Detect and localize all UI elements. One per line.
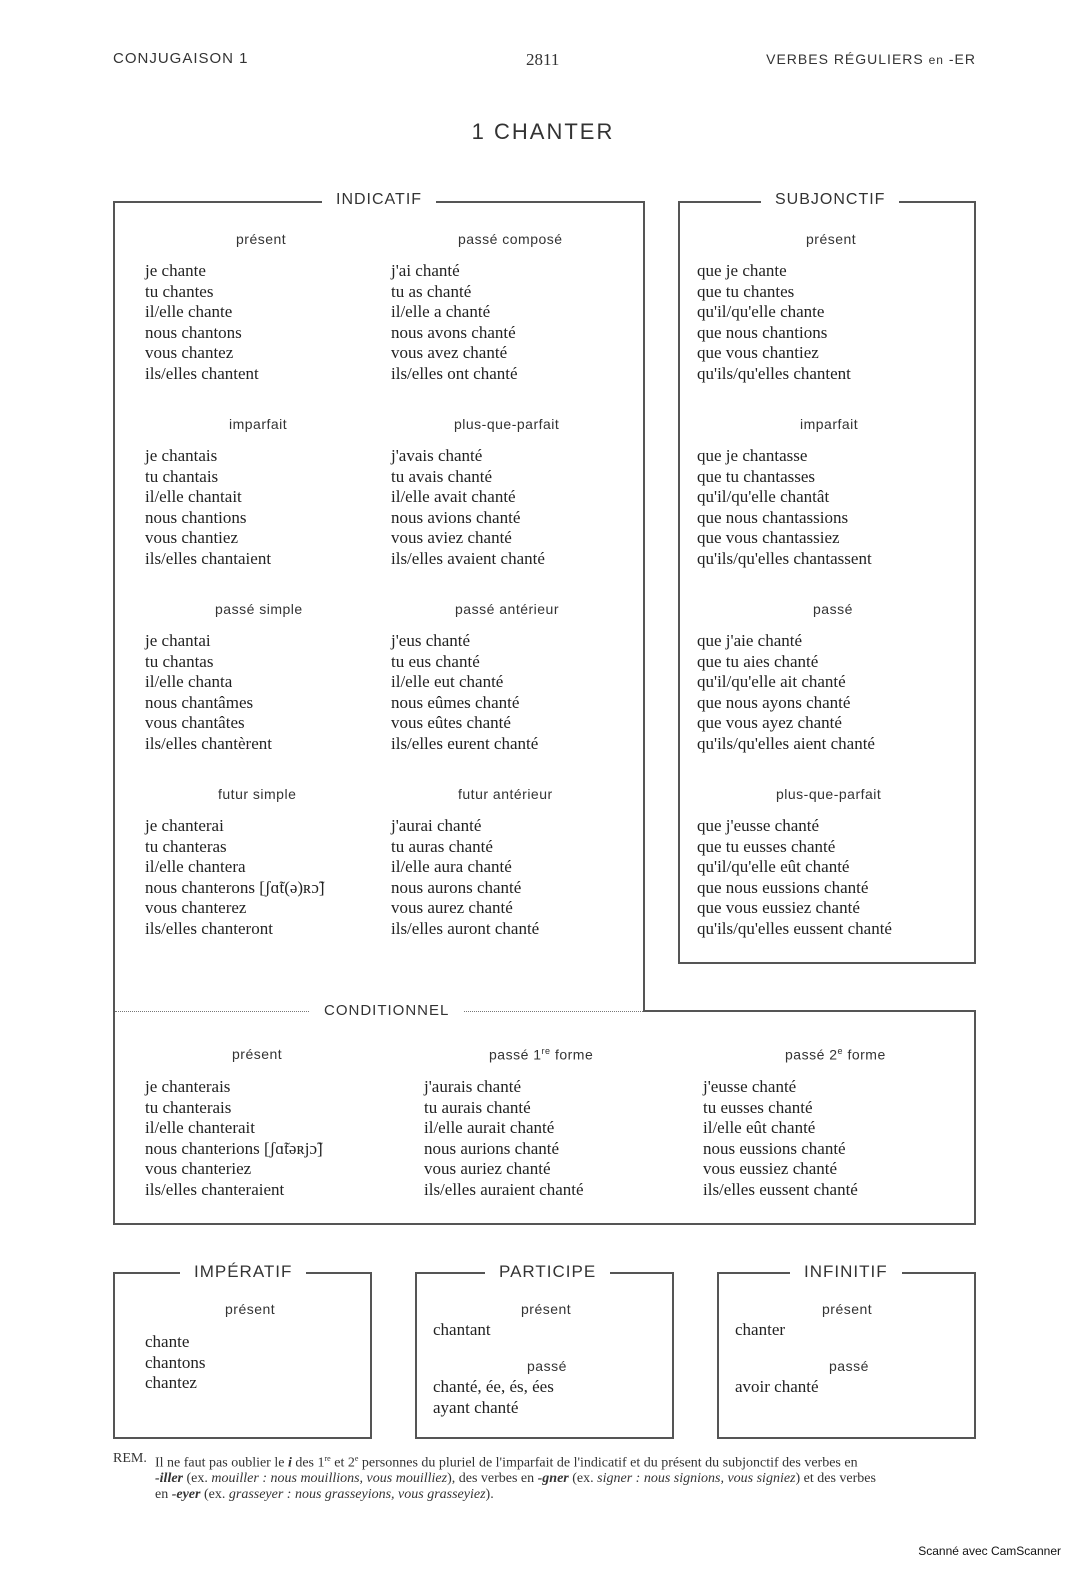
rem-italic-part: grasseyer : nous grasseyions, vous grasseyiez xyxy=(228,1486,486,1502)
imperatif-left-border xyxy=(113,1272,115,1438)
form: ils/elles ont chanté xyxy=(391,363,518,383)
label-sup: re xyxy=(541,1046,551,1056)
rem-text-part: et 2 xyxy=(330,1455,355,1471)
form: nous eussions chanté xyxy=(703,1138,846,1158)
form: vous chantiez xyxy=(145,528,238,547)
form: je chantai xyxy=(145,631,211,650)
form: tu chantais xyxy=(145,466,219,486)
form: il/elle chanterait xyxy=(145,1118,255,1137)
form: j'ai chanté xyxy=(391,261,460,280)
form: que vous chantiez xyxy=(697,343,819,362)
subjonctif-plus-que-parfait-forms xyxy=(697,816,892,939)
rem-bold-part: -gner xyxy=(537,1471,569,1487)
indicatif-present-forms xyxy=(145,261,259,384)
form: chanter xyxy=(735,1320,786,1339)
subjonctif-title: SUBJONCTIF xyxy=(761,191,899,209)
form: j'avais chanté xyxy=(391,446,483,465)
indicatif-futur-simple-label: futur simple xyxy=(218,786,297,802)
indicatif-passe-simple-label: passé simple xyxy=(215,601,303,617)
form: nous eûmes chanté xyxy=(391,692,520,712)
imperatif-bottom-border xyxy=(113,1437,372,1439)
header-left: CONJUGAISON 1 xyxy=(113,50,249,67)
form: que vous ayez chanté xyxy=(697,713,842,732)
conditionnel-passe2-forms xyxy=(703,1077,858,1200)
conditionnel-passe2-label xyxy=(785,1046,886,1063)
label-main: passé 2 xyxy=(785,1046,838,1063)
label-sup: e xyxy=(837,1046,844,1056)
indicatif-imparfait-forms xyxy=(145,446,271,569)
rem-line-2 xyxy=(155,1471,980,1487)
form: qu'il/qu'elle eût chanté xyxy=(697,857,850,876)
form: chantez xyxy=(145,1373,197,1392)
form: ayant chanté xyxy=(433,1397,519,1417)
form: ils/elles chantaient xyxy=(145,548,272,568)
conditionnel-top-border xyxy=(643,1010,976,1012)
infinitif-title: INFINITIF xyxy=(790,1262,902,1282)
form: qu'ils/qu'elles chantassent xyxy=(697,548,872,568)
form: qu'il/qu'elle ait chanté xyxy=(697,672,846,691)
form: que nous eussions chanté xyxy=(697,877,869,897)
form: il/elle a chanté xyxy=(391,302,491,321)
label-end: forme xyxy=(550,1046,594,1063)
form: je chanterais xyxy=(145,1077,231,1096)
form: tu as chanté xyxy=(391,281,472,301)
imperatif-present-forms xyxy=(145,1332,205,1394)
form: chante xyxy=(145,1332,190,1351)
conditionnel-title: CONDITIONNEL xyxy=(310,1002,463,1019)
rem-text-part: ), des verbes en xyxy=(447,1471,538,1487)
label-main: passé 1 xyxy=(489,1046,542,1063)
form: qu'il/qu'elle chante xyxy=(697,302,825,321)
form: chantons xyxy=(145,1352,206,1372)
header-right-suffix: -ER xyxy=(948,51,976,67)
infinitif-present-forms xyxy=(735,1320,785,1341)
form: vous chanteriez xyxy=(145,1159,252,1178)
form: il/elle avait chanté xyxy=(391,487,516,506)
form: nous aurons chanté xyxy=(391,877,522,897)
form: vous aviez chanté xyxy=(391,528,512,547)
form: nous chantâmes xyxy=(145,692,254,712)
form: avoir chanté xyxy=(735,1377,819,1396)
conditionnel-present-forms xyxy=(145,1077,323,1200)
rem-line-3 xyxy=(155,1487,980,1503)
page-title: 1 CHANTER xyxy=(471,119,615,144)
form: que tu chantes xyxy=(697,281,795,301)
form: nous chanterons [ʃɑ̃t(ə)ʀɔ̃] xyxy=(145,877,325,897)
subjonctif-present-label: présent xyxy=(806,231,857,247)
form: il/elle eut chanté xyxy=(391,672,504,691)
label-end: forme xyxy=(843,1046,886,1063)
scanner-watermark: Scanné avec CamScanner xyxy=(918,1544,1061,1558)
form: tu avais chanté xyxy=(391,466,493,486)
participe-bottom-border xyxy=(415,1437,674,1439)
form: nous chantons xyxy=(145,322,242,342)
form: tu chanterais xyxy=(145,1097,232,1117)
infinitif-passe-label: passé xyxy=(829,1358,869,1374)
participe-right-border xyxy=(672,1272,674,1438)
form: vous chantez xyxy=(145,343,234,362)
infinitif-right-border xyxy=(974,1272,976,1438)
form: il/elle aurait chanté xyxy=(424,1118,555,1137)
form: que tu aies chanté xyxy=(697,651,819,671)
form: que j'aie chanté xyxy=(697,631,803,650)
conditionnel-passe1-forms xyxy=(424,1077,584,1200)
subjonctif-passe-forms xyxy=(697,631,875,754)
form: que vous chantassiez xyxy=(697,528,840,547)
participe-title: PARTICIPE xyxy=(485,1262,610,1282)
form: j'eusse chanté xyxy=(703,1077,797,1096)
infinitif-passe-forms xyxy=(735,1377,819,1398)
conditionnel-bottom-border xyxy=(113,1223,976,1225)
form: je chante xyxy=(145,261,206,280)
rem-bold-part: i xyxy=(287,1455,292,1471)
indicatif-present-label: présent xyxy=(236,231,287,247)
form: qu'il/qu'elle chantât xyxy=(697,487,830,506)
form: j'aurai chanté xyxy=(391,816,482,835)
form: il/elle chantait xyxy=(145,487,242,506)
subjonctif-imparfait-label: imparfait xyxy=(800,416,859,432)
form: que je chante xyxy=(697,261,787,280)
rem-text-part: des 1 xyxy=(291,1455,325,1471)
header-right-en: en xyxy=(928,53,944,67)
indicatif-futur-simple-forms xyxy=(145,816,325,939)
form: vous avez chanté xyxy=(391,343,508,362)
participe-present-label: présent xyxy=(521,1301,572,1317)
form: il/elle eût chanté xyxy=(703,1118,816,1137)
rem-text-part: ) et des verbes xyxy=(795,1471,876,1487)
rem-text-part: ). xyxy=(485,1486,494,1502)
imperatif-right-border xyxy=(370,1272,372,1438)
infinitif-bottom-border xyxy=(717,1437,976,1439)
form: nous avons chanté xyxy=(391,322,516,342)
page-number: 2811 xyxy=(526,50,560,69)
form: ils/elles chantèrent xyxy=(145,733,272,753)
form: ils/elles eussent chanté xyxy=(703,1179,858,1199)
form: chanté, ée, és, ées xyxy=(433,1377,554,1396)
form: que nous chantassions xyxy=(697,507,849,527)
form: que nous ayons chanté xyxy=(697,692,851,712)
indicatif-passe-compose-forms xyxy=(391,261,518,384)
infinitif-present-label: présent xyxy=(822,1301,873,1317)
form: chantant xyxy=(433,1320,491,1339)
indicatif-left-border xyxy=(113,201,115,1011)
form: qu'ils/qu'elles chantent xyxy=(697,363,851,383)
form: ils/elles auraient chanté xyxy=(424,1179,584,1199)
form: nous aurions chanté xyxy=(424,1138,560,1158)
form: que vous eussiez chanté xyxy=(697,898,860,917)
rem-bold-part: -iller xyxy=(155,1471,183,1487)
rem-sup-part: e xyxy=(354,1454,359,1463)
indicatif-passe-anterieur-forms xyxy=(391,631,538,754)
rem-text-part: en xyxy=(155,1486,172,1502)
form: que nous chantions xyxy=(697,322,828,342)
form: vous auriez chanté xyxy=(424,1159,551,1178)
indicatif-passe-compose-label: passé composé xyxy=(458,231,563,247)
header-right xyxy=(766,51,976,67)
rem-text-part: (ex. xyxy=(200,1486,229,1502)
rem-text-part: (ex. xyxy=(183,1471,212,1487)
conditionnel-right-border xyxy=(974,1010,976,1224)
conditionnel-left-border xyxy=(113,1011,115,1224)
subjonctif-bottom-border xyxy=(678,962,976,964)
indicatif-right-border xyxy=(643,201,645,1011)
form: ils/elles auront chanté xyxy=(391,918,540,938)
rem-italic-part: mouiller : nous mouillions, vous mouilliez xyxy=(211,1471,448,1487)
participe-left-border xyxy=(415,1272,417,1438)
rem-text-part: Il ne faut pas oublier le xyxy=(155,1455,288,1471)
indicatif-passe-simple-forms xyxy=(145,631,272,754)
form: nous avions chanté xyxy=(391,507,521,527)
form: qu'ils/qu'elles aient chanté xyxy=(697,733,875,753)
rem-text xyxy=(155,1451,980,1502)
form: vous chantâtes xyxy=(145,713,245,732)
participe-passe-forms xyxy=(433,1377,554,1418)
form: ils/elles chantent xyxy=(145,363,259,383)
form: tu auras chanté xyxy=(391,836,493,856)
indicatif-futur-anterieur-label: futur antérieur xyxy=(458,786,553,802)
rem-lead: REM. xyxy=(113,1451,147,1466)
form: j'eus chanté xyxy=(391,631,471,650)
imperatif-present-label: présent xyxy=(225,1301,276,1317)
form: je chantais xyxy=(145,446,218,465)
form: il/elle chantera xyxy=(145,857,246,876)
form: nous chanterions [ʃɑ̃təʀjɔ̃] xyxy=(145,1138,323,1158)
form: j'aurais chanté xyxy=(424,1077,521,1096)
form: que je chantasse xyxy=(697,446,808,465)
header-right-main: VERBES RÉGULIERS xyxy=(766,51,924,67)
rem-italic-part: signer : nous signions, vous signiez xyxy=(597,1471,796,1487)
form: ils/elles chanteraient xyxy=(145,1179,285,1199)
form: il/elle chante xyxy=(145,302,233,321)
indicatif-passe-anterieur-label: passé antérieur xyxy=(455,601,560,617)
form: nous chantions xyxy=(145,507,247,527)
form: tu aurais chanté xyxy=(424,1097,531,1117)
participe-present-forms xyxy=(433,1320,491,1341)
indicatif-title: INDICATIF xyxy=(322,191,436,209)
indicatif-imparfait-label: imparfait xyxy=(229,416,288,432)
participe-passe-label: passé xyxy=(527,1358,567,1374)
subjonctif-right-border xyxy=(974,201,976,964)
indicatif-futur-anterieur-forms xyxy=(391,816,539,939)
subjonctif-present-forms xyxy=(697,261,851,384)
form: vous eûtes chanté xyxy=(391,713,511,732)
form: il/elle chanta xyxy=(145,672,233,691)
conditionnel-present-label: présent xyxy=(232,1046,283,1062)
form: je chanterai xyxy=(145,816,224,835)
form: vous eussiez chanté xyxy=(703,1159,838,1178)
infinitif-left-border xyxy=(717,1272,719,1438)
subjonctif-plus-que-parfait-label: plus-que-parfait xyxy=(776,786,882,802)
form: que j'eusse chanté xyxy=(697,816,820,835)
subjonctif-imparfait-forms xyxy=(697,446,872,569)
rem-line-1 xyxy=(155,1451,980,1471)
rem-bold-part: -eyer xyxy=(171,1486,201,1502)
form: vous chanterez xyxy=(145,898,247,917)
form: tu chanteras xyxy=(145,836,227,856)
form: ils/elles avaient chanté xyxy=(391,548,545,568)
form: ils/elles eurent chanté xyxy=(391,733,539,753)
form: tu eusses chanté xyxy=(703,1097,813,1117)
indicatif-plus-que-parfait-forms xyxy=(391,446,545,569)
form: tu chantes xyxy=(145,281,214,301)
form: ils/elles chanteront xyxy=(145,918,273,938)
conditionnel-passe1-label xyxy=(489,1046,593,1063)
rem-sup-part: re xyxy=(324,1454,331,1463)
form: il/elle aura chanté xyxy=(391,857,512,876)
rem-text-part: personnes du pluriel de l'imparfait de l'indicatif et du présent du subjonctif des verbes en xyxy=(358,1455,858,1471)
imperatif-title: IMPÉRATIF xyxy=(180,1262,306,1282)
rem-text-part: (ex. xyxy=(568,1471,598,1487)
form: tu eus chanté xyxy=(391,651,480,671)
indicatif-plus-que-parfait-label: plus-que-parfait xyxy=(454,416,560,432)
subjonctif-passe-label: passé xyxy=(813,601,853,617)
form: que tu eusses chanté xyxy=(697,836,836,856)
form: que tu chantasses xyxy=(697,466,816,486)
subjonctif-left-border xyxy=(678,201,680,964)
form: tu chantas xyxy=(145,651,214,671)
form: vous aurez chanté xyxy=(391,898,513,917)
form: qu'ils/qu'elles eussent chanté xyxy=(697,918,892,938)
